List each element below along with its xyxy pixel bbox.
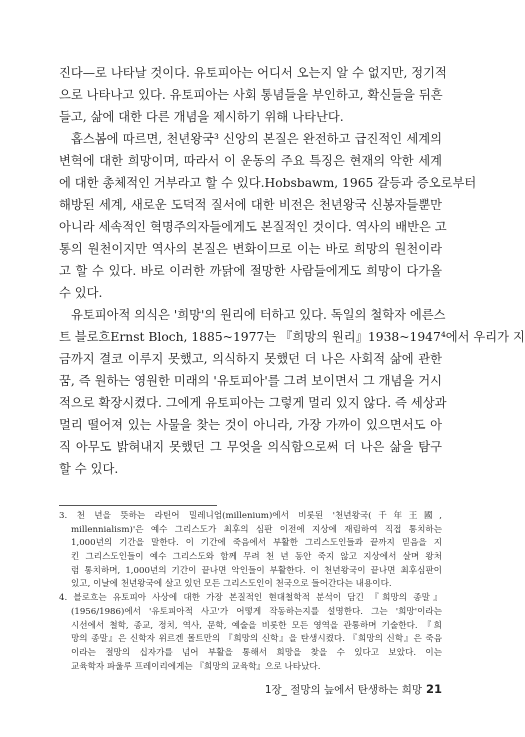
body-line: 적으로 확장시켰다. 그에게 유토피아는 그렇게 멀리 있지 않다. 즉 세상과 [59, 396, 447, 410]
page-number: 21 [425, 682, 442, 696]
body-line: 금까지 결코 이루지 못했고, 의식하지 못했던 더 나은 사회적 삶에 관한 [59, 352, 442, 366]
body-line: 수 있다. [59, 286, 103, 300]
body-line: 꿈, 즉 원하는 영원한 미래의 '유토피아'를 그려 보이면서 그 개념을 거시 [59, 374, 442, 388]
body-line: 트 블로흐Ernst Bloch, 1885~1977는 『희망의 원리』1938~1947⁴에서 우리가 지 [59, 330, 525, 344]
footnote-divider [59, 505, 217, 506]
body-line: 고 할 수 있다. 바로 이러한 까닭에 절망한 사람들에게도 희망이 다가올 [59, 264, 442, 278]
footnote-line: 1,000년의 기간을 말한다. 이 기간에 죽음에서 부활한 그리스도인들과 끝까지 믿음을 지 [71, 538, 442, 549]
body-line: 해방된 세계, 새로운 도덕적 질서에 대한 비전은 천년왕국 신봉자들뿐만 [59, 198, 442, 212]
body-line: 진다—로 나타날 것이다. 유토피아는 어디서 오는지 알 수 없지만, 정기적 [59, 66, 447, 80]
body-text [59, 62, 525, 480]
footnote-line: 럼 통치하며, 1,000년의 기간이 끝나면 악인들이 부활한다. 이 천년왕국이 끝나면 최후심판이 [71, 565, 442, 576]
footnote-line: 시선에서 철학, 종교, 정치, 역사, 문학, 예술을 비롯한 모든 영역을 관통하며 기술한다. 『희 [71, 620, 442, 631]
body-line: 변혁에 대한 희망이며, 따라서 이 운동의 주요 특징은 현재의 악한 세계 [59, 154, 442, 168]
footnote-line: 교육학자 파울루 프레이리에게는 『희망의 교육학』으로 나타났다. [71, 661, 321, 672]
footnote-line: 킨 그리스도인들이 예수 그리스도와 함께 무려 천 년 동안 죽지 않고 지상에서 살며 왕처 [71, 552, 442, 563]
chapter-title: 1장_ 절망의 늪에서 탄생하는 희망 [264, 684, 422, 696]
body-line: 할 수 있다. [59, 462, 119, 476]
body-line: 들고, 삶에 대한 다른 개념을 제시하기 위해 나타난다. [59, 110, 344, 124]
body-line: 통의 원천이지만 역사의 본질은 변화이므로 이는 바로 희망의 원천이라 [59, 242, 442, 256]
body-line: 으로 나타나고 있다. 유토피아는 사회 통념들을 부인하고, 확신들을 뒤흔 [59, 88, 443, 102]
footnote-line: 4. 블로흐는 유토피아 사상에 대한 가장 본질적인 현대철학적 분석이 담긴 『희망의 종말』 [59, 593, 442, 604]
body-line: 유토피아적 의식은 '희망'의 원리에 터하고 있다. 독일의 철학자 에른스 [71, 308, 446, 322]
footnote-line: millennialism)'은 예수 그리스도가 최후의 심판 이전에 지상에 재림하여 직접 통치하는 [71, 524, 442, 535]
footnote-line: 이라는 절망의 십자가를 넘어 부활을 통해서 희망을 찾을 수 있다고 보았다. 이는 [71, 647, 442, 658]
footnote-line: 3. 천 년을 뜻하는 라틴어 밀레니엄(millenium)에서 비롯된 '천년왕국(千年王國, [59, 511, 442, 521]
body-line: 홉스봄에 따르면, 천년왕국³ 신앙의 본질은 완전하고 급진적인 세계의 [71, 132, 442, 146]
body-line: 에 대한 총체적인 거부라고 할 수 있다.Hobsbawm, 1965 갈등과 증오로부터 [59, 176, 477, 190]
body-line: 아니라 세속적인 혁명주의자들에게도 본질적인 것이다. 역사의 배반은 고 [59, 220, 447, 234]
footnote-line: (1956/1986)에서 '유토피아적 사고'가 어떻게 작동하는지를 설명한다. 그는 '희망'이라는 [71, 606, 442, 617]
footnote-line: 있고, 이날에 천년왕국에 살고 있던 모든 그리스도인이 천국으로 들어간다는 내용이다. [71, 579, 392, 590]
footnote-line: 망의 종말』은 신학자 위르겐 몰트만의 『희망의 신학』을 탄생시켰다. 『희망의 신학』은 죽음 [71, 634, 442, 645]
footnotes [59, 510, 442, 674]
page-footer [265, 682, 442, 697]
body-line: 멀리 떨어져 있는 사물을 찾는 것이 아니라, 가장 가까이 있으면서도 아 [59, 418, 442, 432]
body-line: 직 아무도 밝혀내지 못했던 그 무엇을 의식함으로써 더 나은 삶을 탐구 [59, 440, 442, 454]
